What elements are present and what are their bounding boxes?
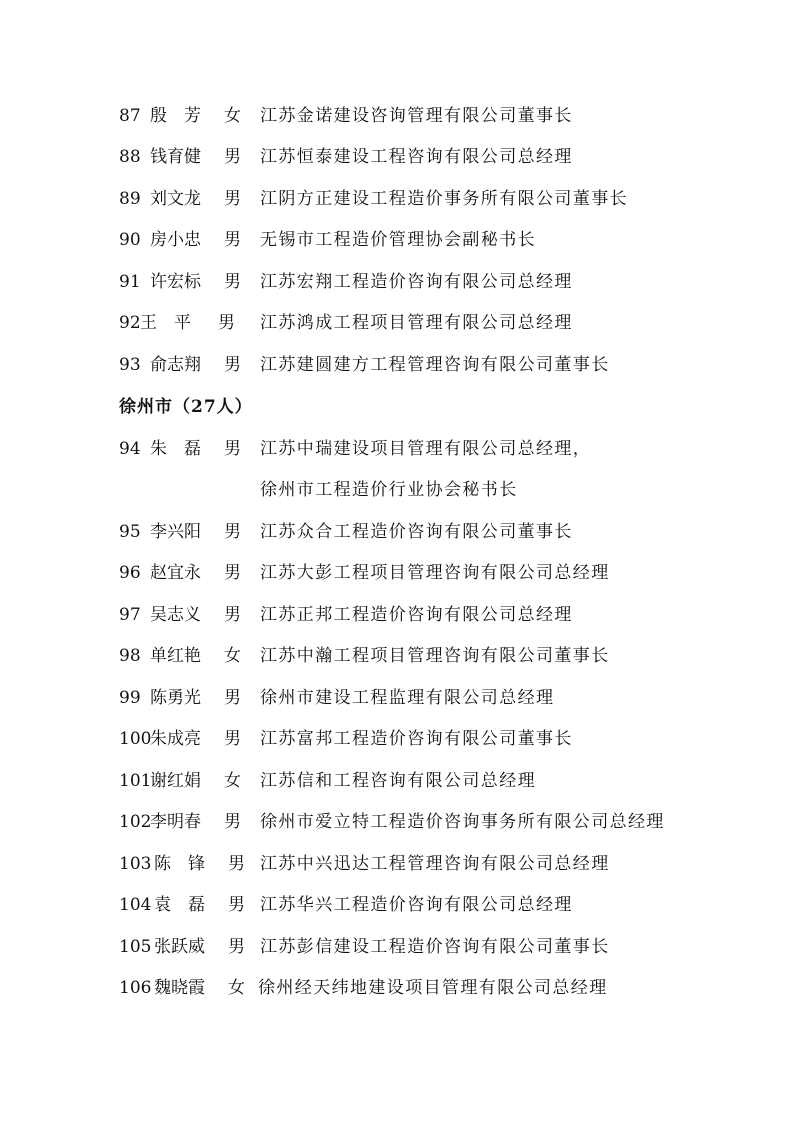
entry-number: 88 (119, 147, 141, 167)
list-item (0, 434, 793, 464)
entry-organization: 徐州市爱立特工程造价咨询事务所有限公司总经理 (260, 812, 665, 832)
entry-name: 房小忠 (150, 230, 201, 250)
list-item (0, 225, 793, 255)
list-item (0, 973, 793, 1003)
entry-organization: 江苏正邦工程造价咨询有限公司总经理 (260, 605, 573, 625)
entry-number: 94 (119, 439, 141, 459)
entry-number: 101 (119, 771, 152, 791)
list-item (0, 184, 793, 214)
entry-number: 106 (119, 978, 152, 998)
entry-gender: 男 (228, 937, 245, 957)
list-item (0, 807, 793, 837)
entry-name: 朱成亮 (150, 729, 201, 749)
entry-gender: 男 (224, 147, 241, 167)
entry-number: 91 (119, 272, 141, 292)
entry-number: 105 (119, 937, 152, 957)
list-item (0, 932, 793, 962)
list-item (0, 600, 793, 630)
entry-gender: 男 (224, 522, 241, 542)
entry-name: 刘文龙 (150, 189, 201, 209)
entry-gender: 女 (224, 646, 241, 666)
entry-organization: 徐州市建设工程监理有限公司总经理 (260, 688, 555, 708)
entry-organization: 江苏富邦工程造价咨询有限公司董事长 (260, 729, 573, 749)
entry-gender: 女 (224, 771, 241, 791)
entry-number: 102 (119, 812, 152, 832)
list-item-continuation (0, 475, 793, 505)
list-item (0, 517, 793, 547)
entry-gender: 女 (228, 978, 245, 998)
entry-name: 魏晓霞 (154, 978, 205, 998)
entry-organization: 江苏中兴迅达工程管理咨询有限公司总经理 (260, 854, 610, 874)
entry-name: 殷 芳 (150, 106, 201, 126)
entry-name: 张跃威 (154, 937, 205, 957)
entry-organization: 江苏金诺建设咨询管理有限公司董事长 (260, 106, 573, 126)
entry-organization: 江苏华兴工程造价咨询有限公司总经理 (260, 895, 573, 915)
entry-name: 俞志翔 (150, 355, 201, 375)
entry-name: 王 平 (140, 313, 191, 333)
entry-number: 92 (119, 313, 141, 333)
list-item (0, 890, 793, 920)
entry-name: 李明春 (150, 812, 201, 832)
entry-number: 96 (119, 563, 141, 583)
list-item (0, 558, 793, 588)
entry-gender: 男 (224, 439, 241, 459)
entry-gender: 男 (224, 230, 241, 250)
entry-name: 许宏标 (150, 272, 201, 292)
entry-organization: 江苏彭信建设工程造价咨询有限公司董事长 (260, 937, 610, 957)
entry-gender: 男 (228, 854, 245, 874)
entry-organization: 江苏宏翔工程造价咨询有限公司总经理 (260, 272, 573, 292)
entry-gender: 男 (228, 895, 245, 915)
entry-organization: 江苏鸿成工程项目管理有限公司总经理 (260, 313, 573, 333)
entry-number: 93 (119, 355, 141, 375)
list-item (0, 308, 793, 338)
entry-organization: 江苏中瑞建设项目管理有限公司总经理， (260, 439, 592, 459)
entry-number: 100 (119, 729, 152, 749)
list-item (0, 142, 793, 172)
entry-number: 103 (119, 854, 152, 874)
list-item (0, 641, 793, 671)
entry-name: 陈 锋 (154, 854, 205, 874)
list-item (0, 683, 793, 713)
entry-gender: 男 (224, 563, 241, 583)
entry-name: 朱 磊 (150, 439, 201, 459)
entry-number: 87 (119, 106, 141, 126)
list-item (0, 350, 793, 380)
list-item (0, 267, 793, 297)
entry-gender: 男 (218, 313, 235, 333)
entry-name: 谢红娟 (150, 771, 201, 791)
entry-organization: 徐州经天纬地建设项目管理有限公司总经理 (258, 978, 608, 998)
entry-number: 98 (119, 646, 141, 666)
entry-organization: 江苏信和工程咨询有限公司总经理 (260, 771, 536, 791)
entry-gender: 男 (224, 605, 241, 625)
entry-name: 单红艳 (150, 646, 201, 666)
entry-gender: 男 (224, 355, 241, 375)
entry-gender: 女 (224, 106, 241, 126)
entry-gender: 男 (224, 729, 241, 749)
entry-name: 陈勇光 (150, 688, 201, 708)
list-item (0, 766, 793, 796)
entry-name: 李兴阳 (150, 522, 201, 542)
entry-gender: 男 (224, 189, 241, 209)
entry-number: 104 (119, 895, 152, 915)
entry-gender: 男 (224, 812, 241, 832)
entry-organization: 江苏恒泰建设工程咨询有限公司总经理 (260, 147, 573, 167)
entry-name: 袁 磊 (154, 895, 205, 915)
entry-name: 钱育健 (150, 147, 201, 167)
entry-number: 99 (119, 688, 141, 708)
list-item (0, 101, 793, 131)
entry-organization: 无锡市工程造价管理协会副秘书长 (260, 230, 536, 250)
entry-name: 吴志义 (150, 605, 201, 625)
section-heading: 徐州市（27人） (119, 397, 253, 417)
entry-gender: 男 (224, 272, 241, 292)
list-item (0, 849, 793, 879)
entry-organization: 江苏建圆建方工程管理咨询有限公司董事长 (260, 355, 610, 375)
entry-name: 赵宜永 (150, 563, 201, 583)
entry-organization: 江苏中瀚工程项目管理咨询有限公司董事长 (260, 646, 610, 666)
entry-organization: 江苏大彭工程项目管理咨询有限公司总经理 (260, 563, 610, 583)
entry-number: 90 (119, 230, 141, 250)
entry-number: 95 (119, 522, 141, 542)
list-item (0, 724, 793, 754)
entry-organization-line-2: 徐州市工程造价行业协会秘书长 (260, 480, 518, 500)
entry-number: 89 (119, 189, 141, 209)
entry-organization: 江苏众合工程造价咨询有限公司董事长 (260, 522, 573, 542)
entry-gender: 男 (224, 688, 241, 708)
entry-organization: 江阴方正建设工程造价事务所有限公司董事长 (260, 189, 628, 209)
entry-number: 97 (119, 605, 141, 625)
